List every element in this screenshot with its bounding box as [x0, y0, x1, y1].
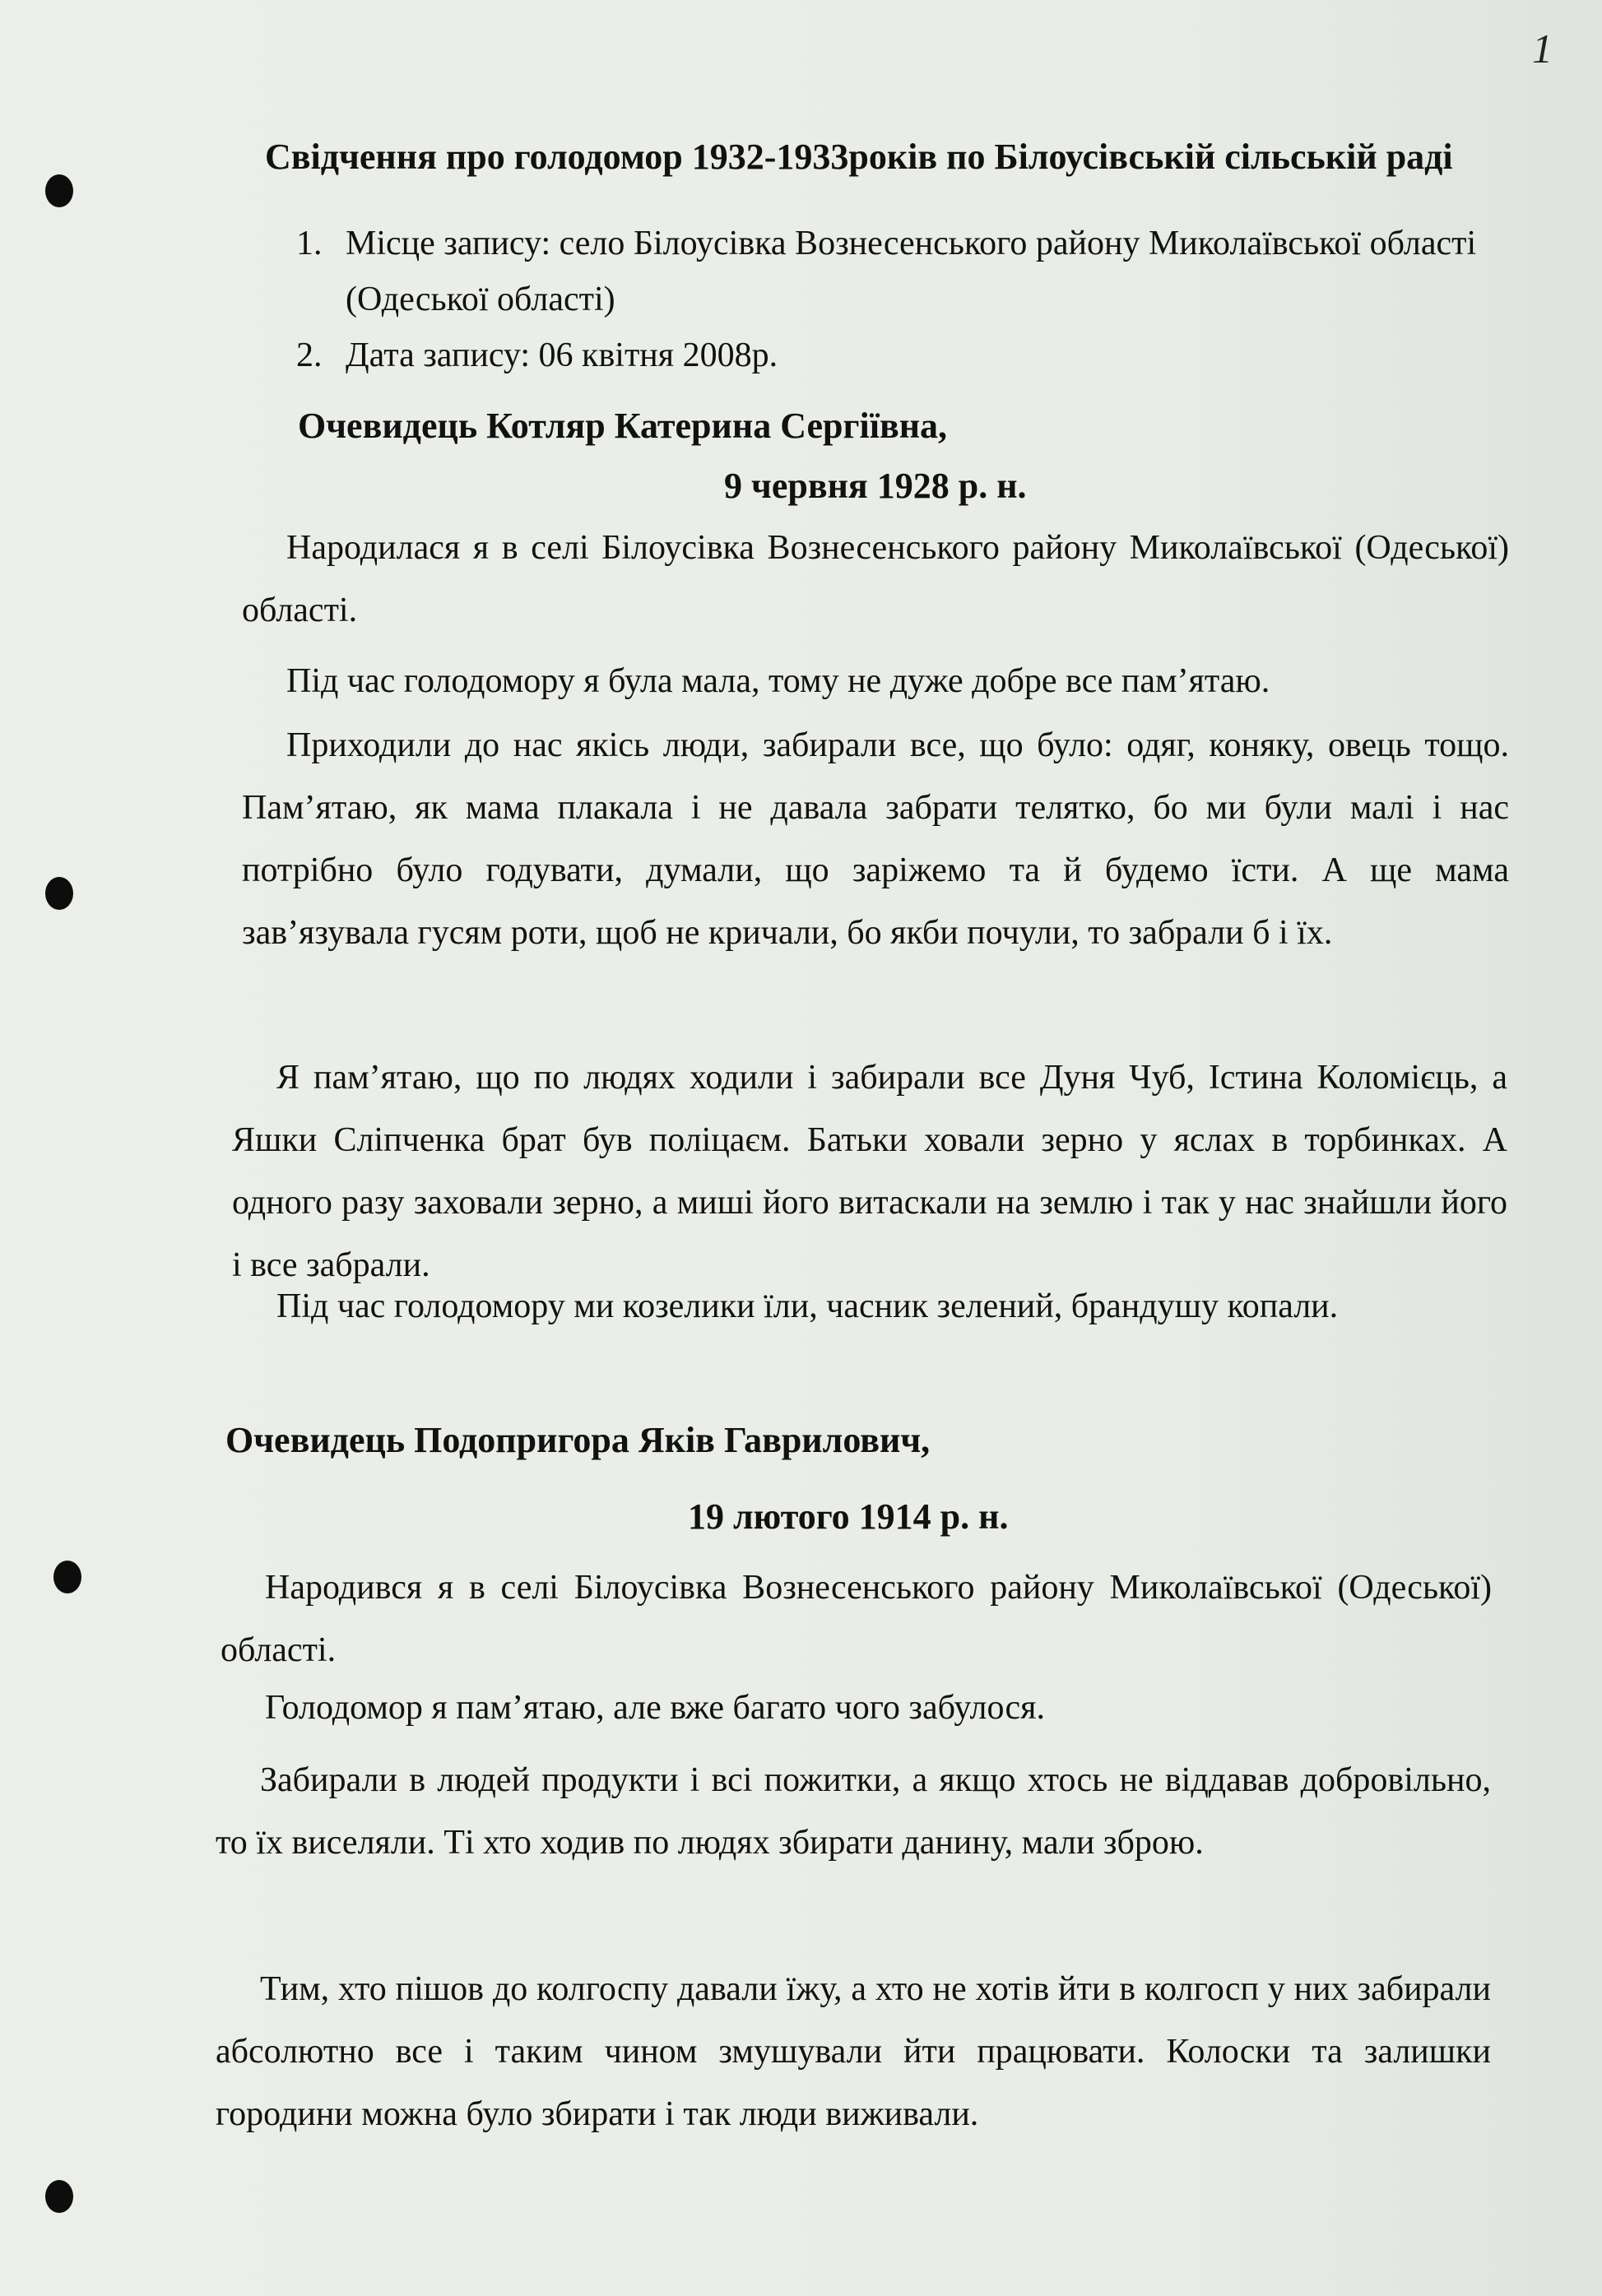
list-number: 2.: [296, 336, 323, 374]
document-title: Свідчення про голодомор 1932-1933років по Білоусівській сільській раді: [265, 137, 1453, 177]
paragraph: Під час голодомору я була мала, тому не дуже добре все пам’ятаю.: [286, 662, 1270, 700]
list-number: 1.: [296, 225, 323, 262]
witness-name: Очевидець Котляр Катерина Сергіївна,: [298, 406, 948, 446]
record-place: [296, 216, 1514, 327]
punch-hole: [45, 877, 73, 910]
punch-hole: [53, 1561, 81, 1593]
paragraph: Тим, хто пішов до колгоспу давали їжу, а хто не хотів йти в колгосп у них забирали абсолютно все і таким чином змушували йти працювати. Колоски та залишки городини можна було збирати і так люди виживали.: [216, 1970, 1491, 2133]
punch-hole: [45, 174, 73, 207]
paragraph: Приходили до нас якісь люди, забирали все, що було: одяг, коняку, овець тощо. Пам’ятаю, як мама плакала і не давала забрати телятко, бо ми були малі і нас потрібно було годувати, думали, що заріжемо та й будемо їсти. А ще мама зав’язувала гусям роти, щоб не кричали, бо якби почули, то забрали б і їх.: [242, 726, 1509, 952]
paragraph: Забирали в людей продукти і всі пожитки, а якщо хтось не віддавав добровільно, то їх виселяли. Ті хто ходив по людях збирати данину, мали зброю.: [216, 1761, 1491, 1862]
paragraph: Я пам’ятаю, що по людях ходили і забирали все Дуня Чуб, Істина Коломієць, а Яшки Сліпченка брат був поліцаєм. Батьки ховали зерно у яслах в торбинках. А одного разу заховали зерно, а миші його витаскали на землю і так у нас знайшли його і все забрали.: [232, 1059, 1507, 1284]
punch-hole: [45, 2180, 73, 2213]
page-number: 1: [1532, 26, 1553, 72]
paragraph: Народилася я в селі Білоусівка Вознесенського району Миколаївської (Одеської) області.: [242, 529, 1509, 629]
witness-birth: 9 червня 1928 р. н.: [724, 466, 1027, 506]
list-text: Місце запису: село Білоусівка Вознесенського району Миколаївської області (Одеської області): [346, 225, 1477, 318]
record-info-list: [296, 216, 1514, 383]
paragraph: Народився я в селі Білоусівка Вознесенського району Миколаївської (Одеської) області.: [221, 1569, 1492, 1669]
paragraph: Голодомор я пам’ятаю, але вже багато чого забулося.: [265, 1689, 1045, 1727]
witness-birth: 19 лютого 1914 р. н.: [688, 1496, 1009, 1537]
witness-name: Очевидець Подопригора Яків Гаврилович,: [225, 1420, 931, 1460]
paragraph: Під час голодомору ми козелики їли, часник зелений, брандушу копали.: [276, 1287, 1339, 1325]
list-text: Дата запису: 06 квітня 2008р.: [346, 336, 778, 374]
record-date: [296, 327, 1514, 383]
